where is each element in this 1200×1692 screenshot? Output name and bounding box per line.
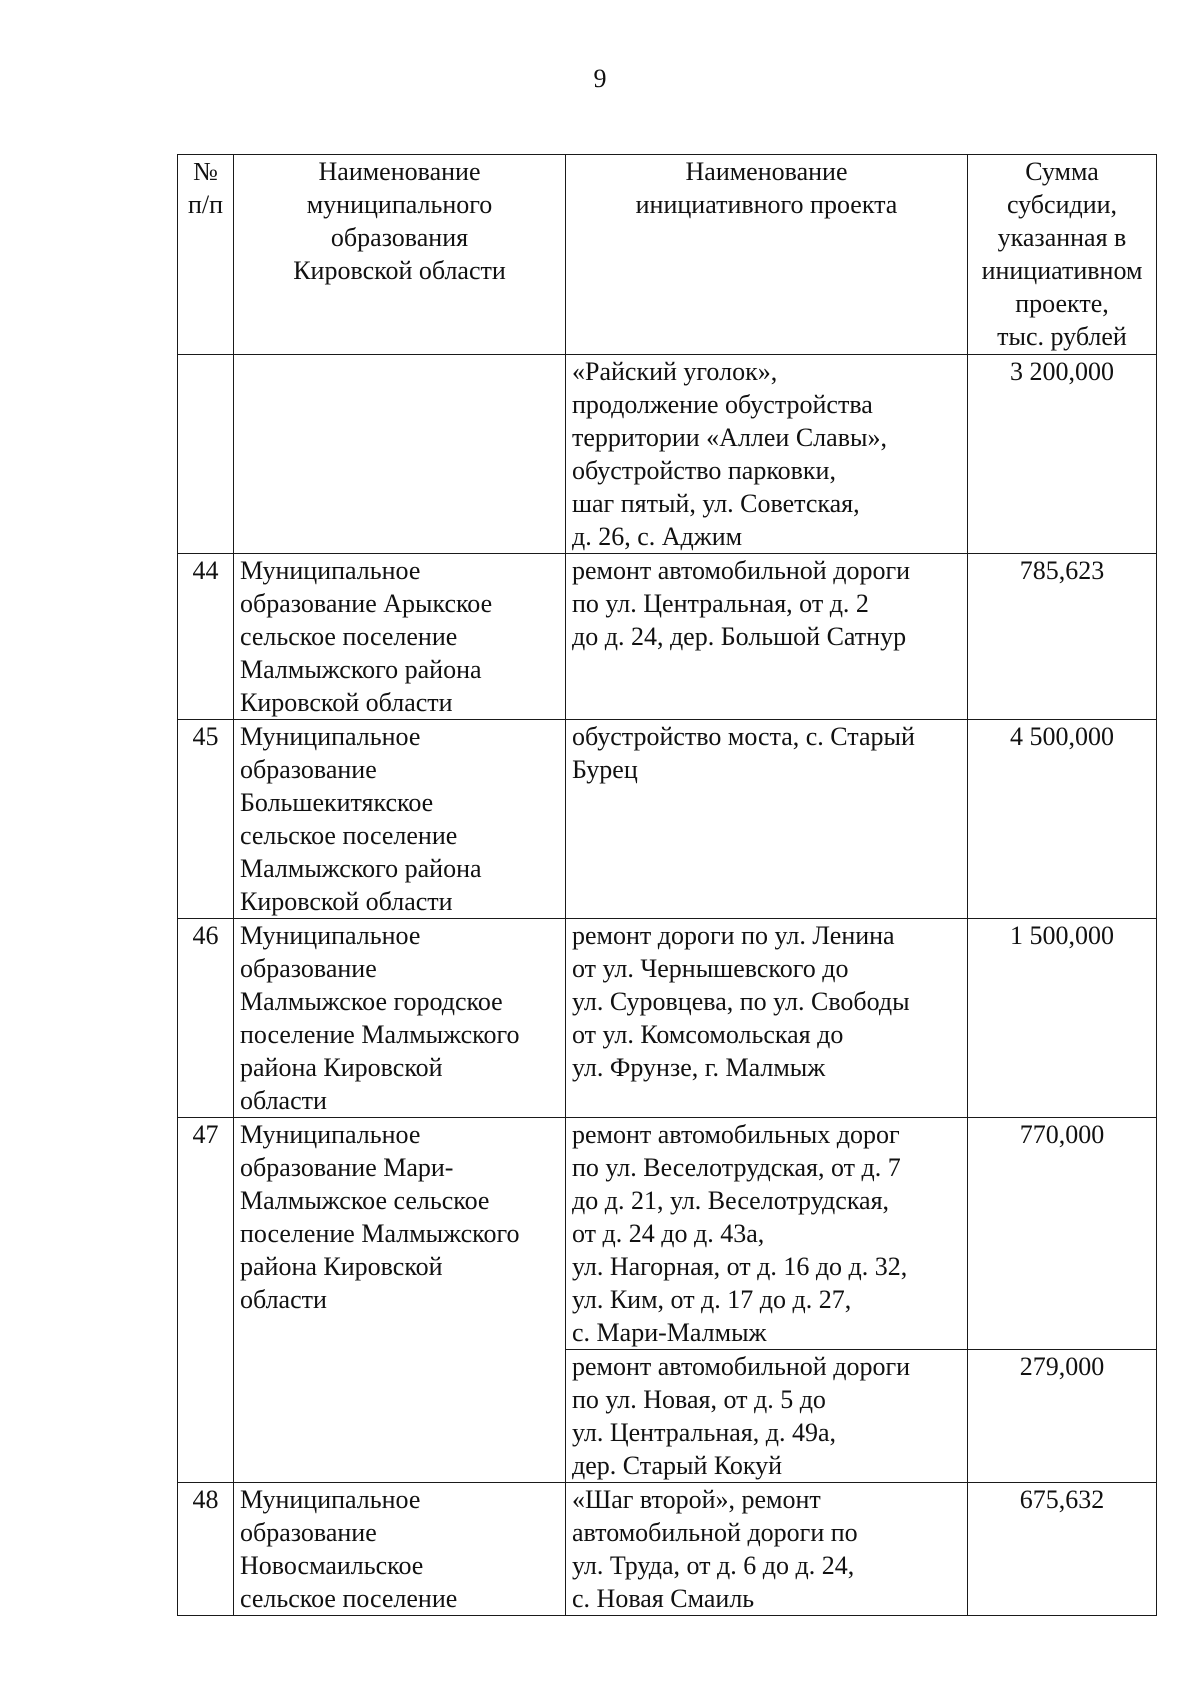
header-municipality: Наименование муниципального образования Кировской области <box>234 155 566 355</box>
row-sum: 279,000 <box>968 1350 1157 1483</box>
subsidy-table <box>177 154 1157 1616</box>
row-project: ремонт автомобильной дороги по ул. Новая, от д. 5 до ул. Центральная, д. 49а, дер. Старый Кокуй <box>566 1350 968 1483</box>
row-project: «Райский уголок», продолжение обустройства территории «Аллеи Славы», обустройство парковки, шаг пятый, ул. Советская, д. 26, с. Аджим <box>566 355 968 554</box>
row-sum: 785,623 <box>968 554 1157 720</box>
header-project: Наименование инициативного проекта <box>566 155 968 355</box>
row-municipality: Муниципальное образование Большекитякское сельское поселение Малмыжского района Кировской области <box>234 720 566 919</box>
row-number: 45 <box>178 720 234 919</box>
table-row <box>178 919 1157 1118</box>
row-sum: 1 500,000 <box>968 919 1157 1118</box>
row-project: ремонт дороги по ул. Ленина от ул. Чернышевского до ул. Суровцева, по ул. Свободы от ул. Комсомольская до ул. Фрунзе, г. Малмыж <box>566 919 968 1118</box>
row-number: 48 <box>178 1483 234 1616</box>
page-number: 9 <box>593 64 607 93</box>
row-number: 47 <box>178 1118 234 1483</box>
header-sum: Сумма субсидии, указанная в инициативном проекте, тыс. рублей <box>968 155 1157 355</box>
row-number <box>178 355 234 554</box>
row-project: «Шаг второй», ремонт автомобильной дороги по ул. Труда, от д. 6 до д. 24, с. Новая Смаиль <box>566 1483 968 1616</box>
row-municipality: Муниципальное образование Арыкское сельское поселение Малмыжского района Кировской области <box>234 554 566 720</box>
row-municipality: Муниципальное образование Малмыжское городское поселение Малмыжского района Кировской области <box>234 919 566 1118</box>
row-sum: 3 200,000 <box>968 355 1157 554</box>
header-num: № п/п <box>178 155 234 355</box>
table-row <box>178 1118 1157 1350</box>
row-number: 46 <box>178 919 234 1118</box>
row-project: ремонт автомобильных дорог по ул. Веселотрудская, от д. 7 до д. 21, ул. Веселотрудская, от д. 24 до д. 43а, ул. Нагорная, от д. 16 до д. 32, ул. Ким, от д. 17 до д. 27, с. Мари-Малмыж <box>566 1118 968 1350</box>
table-row <box>178 720 1157 919</box>
row-sum: 675,632 <box>968 1483 1157 1616</box>
row-municipality: Муниципальное образование Новосмаильское сельское поселение <box>234 1483 566 1616</box>
row-municipality: Муниципальное образование Мари- Малмыжское сельское поселение Малмыжского района Кировской области <box>234 1118 566 1483</box>
table-row <box>178 1483 1157 1616</box>
table-header-row <box>178 155 1157 355</box>
row-sum: 770,000 <box>968 1118 1157 1350</box>
row-project: обустройство моста, с. Старый Бурец <box>566 720 968 919</box>
row-municipality <box>234 355 566 554</box>
row-sum: 4 500,000 <box>968 720 1157 919</box>
table-row <box>178 355 1157 554</box>
row-number: 44 <box>178 554 234 720</box>
table-row <box>178 554 1157 720</box>
row-project: ремонт автомобильной дороги по ул. Центральная, от д. 2 до д. 24, дер. Большой Сатнур <box>566 554 968 720</box>
